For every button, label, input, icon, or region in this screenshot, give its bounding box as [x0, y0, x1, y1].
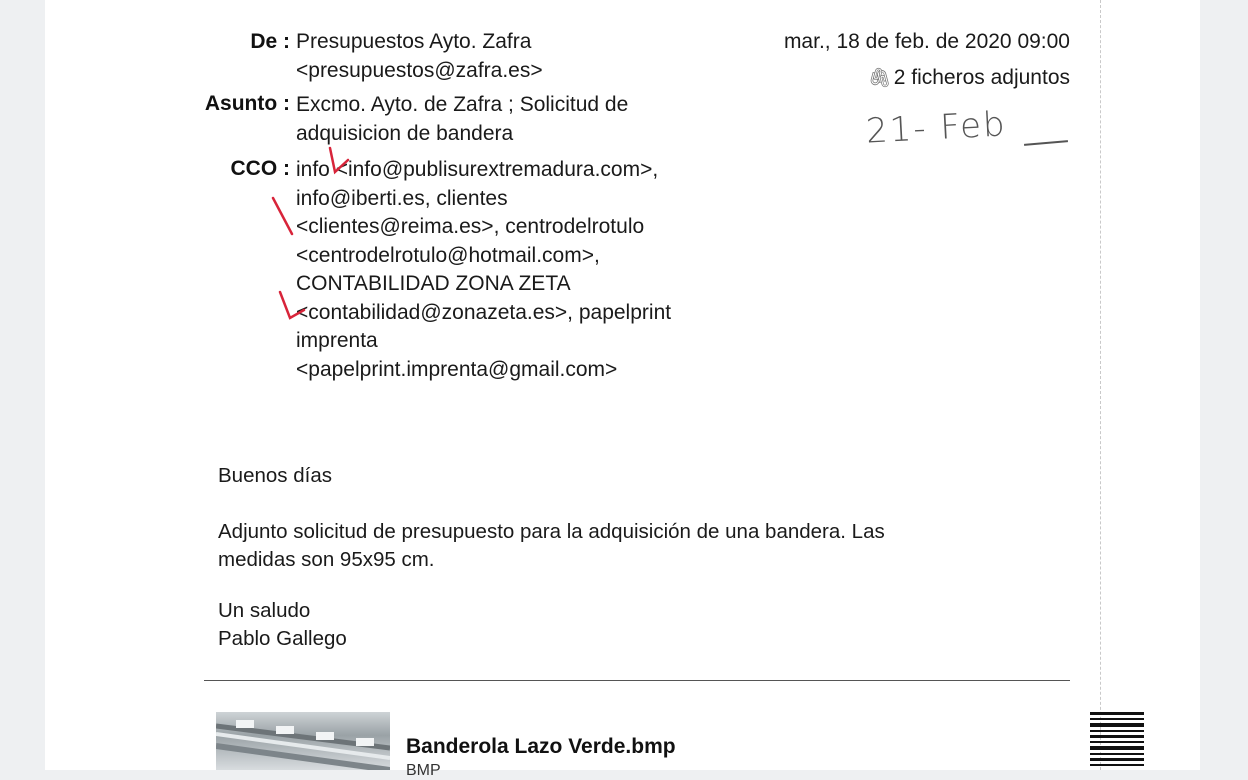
from-address: <presupuestos@zafra.es> — [296, 58, 543, 82]
thumbnail-image — [216, 712, 390, 770]
separator-line — [204, 680, 1070, 681]
bcc-value — [296, 156, 671, 384]
subject-line-1: Excmo. Ayto. de Zafra ; Solicitud de — [296, 93, 629, 116]
signature: Pablo Gallego — [218, 627, 347, 650]
greeting: Buenos días — [218, 464, 332, 487]
body-line-2: medidas son 95x95 cm. — [218, 548, 435, 571]
bcc-line: <centrodelrotulo@hotmail.com>, — [296, 243, 600, 267]
subject-value — [296, 91, 628, 148]
bcc-line: info@iberti.es, clientes — [296, 186, 508, 210]
from-value — [296, 28, 543, 85]
subject-line-2: adquisicion de bandera — [296, 121, 514, 145]
page-edge-divider — [1100, 0, 1101, 770]
attachment-filetype: BMP — [406, 762, 441, 779]
bcc-line: CONTABILIDAD ZONA ZETA — [296, 272, 571, 295]
attachment-filename: Banderola Lazo Verde.bmp — [406, 735, 676, 758]
bcc-line: info <info@publisurextremadura.com>, — [296, 158, 659, 181]
handwritten-date-note: 21- Feb — [865, 104, 1008, 152]
body-paragraph — [218, 518, 885, 574]
paperclip-icon: 🖇 — [867, 68, 892, 89]
email-date: mar., 18 de feb. de 2020 09:00 — [783, 30, 1070, 53]
attachments-count — [868, 66, 1070, 90]
checkmark-icon — [326, 146, 352, 182]
bcc-line: <papelprint.imprenta@gmail.com> — [296, 357, 618, 381]
subject-label: Asunto : — [204, 92, 290, 115]
barcode-icon — [1090, 712, 1144, 770]
closing: Un saludo — [218, 599, 311, 622]
bcc-line: <contabilidad@zonazeta.es>, papelprint — [296, 300, 672, 324]
bcc-line: imprenta — [296, 329, 378, 352]
attachment-thumbnail — [216, 712, 390, 770]
attachments-label: 2 ficheros adjuntos — [893, 66, 1070, 89]
body-line-1: Adjunto solicitud de presupuesto para la adquisición de una bandera. Las — [218, 520, 885, 543]
checkmark-icon — [276, 288, 308, 322]
checkmark-icon — [270, 196, 300, 238]
bcc-line: <clientes@reima.es>, centrodelrotulo — [296, 215, 645, 238]
from-name: Presupuestos Ayto. Zafra — [296, 30, 532, 53]
from-label: De : — [250, 30, 290, 53]
bcc-label: CCO : — [230, 157, 290, 180]
